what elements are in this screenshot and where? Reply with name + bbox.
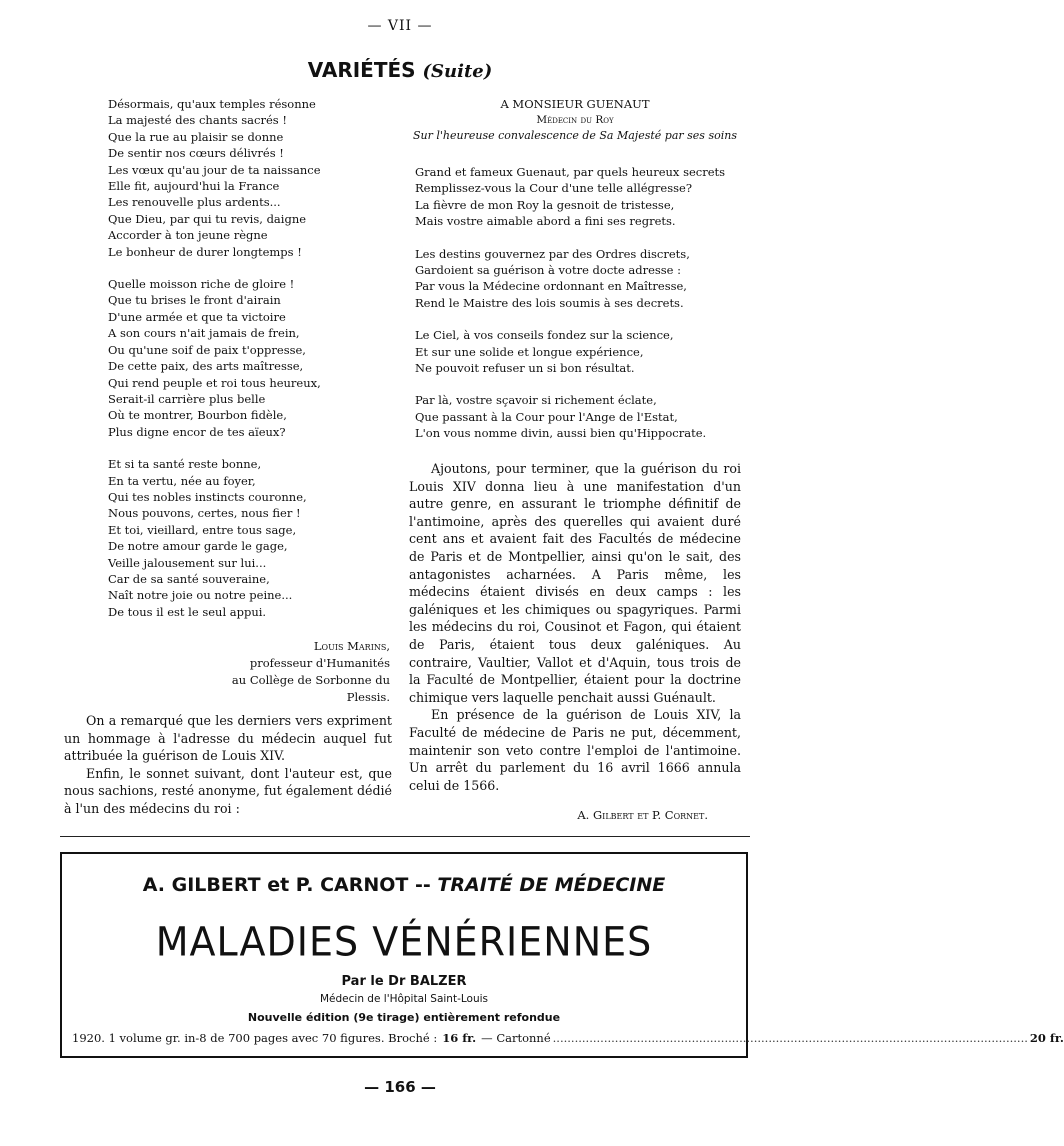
stanza [415,164,725,230]
verse-line: Elle fit, aujourd'hui la France [108,179,280,194]
verse-line: Remplissez-vous la Cour d'une telle allégresse? [415,181,692,196]
verse-line: Les renouvelle plus ardents... [108,195,281,210]
verse-line: Que passant à la Cour pour l'Ange de l'Estat, [415,409,678,424]
sonnet [415,164,725,458]
poem-signature [190,638,390,706]
signature-affiliation: au Collège de Sorbonne du Plessis. [231,673,390,704]
verse-line: Serait-il carrière plus belle [108,391,266,406]
left-poem [108,96,321,636]
sonnet-dedicatee-title: Médecin du Roy [536,114,614,126]
paragraph: En présence de la guérison de Louis XIV, la Faculté de médecine de Paris ne put, décemment, maintenir son veto contre l'emploi de l'antimoine. Un arrêt du parlement du 16 avril 1666 annula celui de 1566. [409,707,741,793]
section-title-text: VARIÉTÉS [307,58,416,82]
verse-line: Que Dieu, par qui tu revis, daigne [108,211,307,226]
verse-line: L'on vous nomme divin, aussi bien qu'Hippocrate. [415,426,707,441]
verse-line: Mais vostre aimable abord a fini ses regrets. [415,214,676,229]
verse-line: Par vous la Médecine ordonnant en Maîtresse, [415,279,687,294]
verse-line: Car de sa santé souveraine, [108,571,270,586]
verse-line: Que tu brises le front d'airain [108,293,281,308]
verse-line: Ou qu'une soif de paix t'oppresse, [108,342,306,357]
verse-line: De tous il est le seul appui. [108,604,267,619]
ad-price-broche: 16 fr. [442,1031,477,1045]
verse-line: Naît notre joie ou notre peine... [108,588,293,603]
ad-author: Par le Dr BALZER [341,974,467,989]
section-title-suffix: (Suite) [422,61,493,82]
verse-line: Désormais, qu'aux temples résonne [108,97,316,111]
verse-line: Où te montrer, Bourbon fidèle, [108,408,287,423]
verse-line: Plus digne encor de tes aïeux? [108,424,286,439]
sonnet-subtitle: Sur l'heureuse convalescence de Sa Majesté par ses soins [413,129,737,142]
verse-line: Rend le Maistre des lois soumis à ses decrets. [415,295,684,310]
verse-line: Qui tes nobles instincts couronne, [108,489,307,504]
ad-dash-cartonne: — Cartonné [481,1031,551,1045]
ad-details: 1920. 1 volume gr. in-8 de 700 pages avec 70 figures. Broché : [72,1031,438,1045]
verse-line: Et toi, vieillard, entre tous sage, [108,522,297,537]
stanza [108,276,321,440]
verse-line: Ne pouvoit refuser un si bon résultat. [415,361,635,376]
verse-line: De notre amour garde le gage, [108,539,288,554]
ad-price-cartonne: 20 fr. [1029,1031,1064,1045]
ad-header-separator: -- [415,874,431,896]
stanza [415,327,725,376]
verse-line: Veille jalousement sur lui... [108,555,267,570]
stanza [415,246,725,312]
ad-header-work: TRAITÉ DE MÉDECINE [437,874,666,896]
ad-header-authors: A. GILBERT et P. CARNOT [142,874,409,896]
advertisement-box [60,852,1064,1058]
authors-text: A. Gilbert et P. Cornet. [577,808,708,822]
verse-line: Accorder à ton jeune règne [108,228,268,243]
verse-line: La majesté des chants sacrés ! [108,113,287,128]
paragraph: On a remarqué que les derniers vers expriment un hommage à l'adresse du médecin auquel fut attribuée la guérison de Louis XIV. [64,713,392,764]
article-authors [410,808,708,822]
verse-line: Que la rue au plaisir se donne [108,129,284,144]
verse-line: Le Ciel, à vos conseils fondez sur la science, [415,328,674,343]
verse-line: Qui rend peuple et roi tous heureux, [108,375,321,390]
verse-line: Gardoient sa guérison à votre docte adresse : [415,263,682,278]
ad-title: MALADIES VÉNÉRIENNES [155,918,653,966]
ad-edition: Nouvelle édition (9e tirage) entièrement refondue [247,1011,561,1024]
ad-header [62,874,746,896]
verse-line: Nous pouvons, certes, nous fier ! [108,506,301,521]
stanza [415,392,725,441]
ad-leader-dots: .................................................................................................................................. [552,1031,1028,1045]
verse-line: A son cours n'ait jamais de frein, [108,326,300,341]
verse-line: Grand et fameux Guenaut, par quels heureux secrets [415,165,726,179]
section-title [0,58,800,82]
verse-line: Par là, vostre sçavoir si richement éclate, [415,393,657,408]
ad-price-row [72,1031,1064,1045]
top-page-number: — VII — [367,18,433,34]
verse-line: De cette paix, des arts maîtresse, [108,359,304,374]
verse-line: D'une armée et que ta victoire [108,309,286,324]
paragraph: Enfin, le sonnet suivant, dont l'auteur est, que nous sachions, resté anonyme, fut également dédié à l'un des médecins du roi : [64,765,392,816]
signature-name: Louis Marins, [313,639,390,653]
verse-line: Et sur une solide et longue expérience, [415,344,644,359]
verse-line: La fièvre de mon Roy la gesnoit de tristesse, [415,197,675,212]
bottom-page-number: — 166 — [364,1078,436,1096]
left-prose [64,712,392,818]
right-prose [409,460,741,794]
stanza [108,456,321,620]
sonnet-dedication: A MONSIEUR GUENAUT [500,97,650,111]
verse-line: Quelle moisson riche de gloire ! [108,277,295,292]
ad-author-affiliation: Médecin de l'Hôpital Saint-Louis [319,993,488,1005]
verse-line: Le bonheur de durer longtemps ! [108,244,302,259]
verse-line: Les vœux qu'au jour de ta naissance [108,162,321,177]
stanza [108,96,321,260]
paragraph: Ajoutons, pour terminer, que la guérison du roi Louis XIV donna lieu à une manifestation d'un autre genre, en assurant le triomphe définitif de l'antimoine, après des querelles qui avaient duré cent ans et avaient fait des Facultés de médecine de Paris et de Montpellier, ainsi qu'on le sait, des antagonistes acharnées. A Paris même, les médecins étaient divisés en deux camps : les galéniques et les chimiques ou spagyriques. Parmi les médecins du roi, Cousinot et Fagon, qui étaient de Paris, étaient tous deux galéniques. Au contraire, Vaultier, Vallot et d'Aquin, tous trois de la Faculté de Montpellier, étaient pour la doctrine chimique vers laquelle penchait aussi Guénault. [409,461,741,705]
divider [60,836,750,837]
verse-line: Et si ta santé reste bonne, [108,457,262,472]
signature-title: professeur d'Humanités [249,656,390,670]
verse-line: De sentir nos cœurs délivrés ! [108,146,284,161]
verse-line: En ta vertu, née au foyer, [108,473,256,488]
sonnet-heading [410,96,740,144]
verse-line: Les destins gouvernez par des Ordres discrets, [415,246,690,261]
